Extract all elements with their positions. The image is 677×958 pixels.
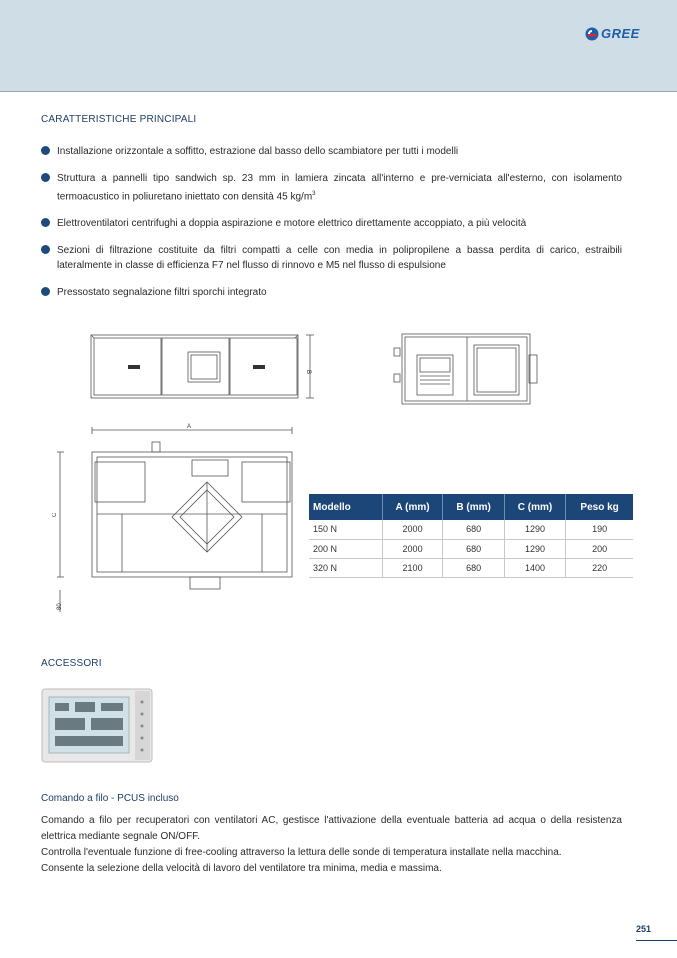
feature-item: Elettroventilatori centrifughi a doppia aspirazione e motore elettrico direttamente accoppiato, a più velocità: [41, 216, 622, 232]
table-row: [309, 558, 633, 577]
description-paragraph: Consente la selezione della velocità di lavoro del ventilatore tra minima, media e massima.: [41, 863, 442, 874]
features-title: CARATTERISTICHE PRINCIPALI: [41, 114, 197, 125]
table-cell: 2100: [382, 558, 443, 577]
table-cell: 680: [443, 539, 504, 558]
page-number: 251: [636, 924, 652, 934]
description-paragraph: Controlla l'eventuale funzione di free-cooling attraverso la lettura delle sonde di temperatura installate nella macchina.: [41, 847, 562, 858]
table-cell: 1290: [504, 539, 565, 558]
accessories-title: ACCESSORI: [41, 658, 102, 669]
header-band: [0, 0, 677, 92]
accessory-subtitle: Comando a filo - PCUS incluso: [41, 793, 179, 804]
bullet-icon: [41, 218, 50, 227]
feature-item: Sezioni di filtrazione costituite da filtri compatti a celle con media in polipropilene a bassa perdita di carico, estraibili lateralmente in classe di efficienza F7 nel flusso di rinnovo e M5 nel flusso di espulsione: [41, 243, 622, 274]
column-header: C (mm): [504, 494, 565, 520]
side-view-drawing: [392, 330, 547, 408]
bullet-icon: [41, 245, 50, 254]
gree-logo-icon: [585, 27, 599, 41]
dimension-b-label: B: [305, 370, 311, 375]
description-paragraph: Comando a filo per recuperatori con ventilatori AC, gestisce l'attivazione della eventuale batteria ad acqua o della resistenza elettrica mediante segnale ON/OFF.: [41, 815, 622, 842]
table-cell: 2000: [382, 520, 443, 539]
column-header: Peso kg: [566, 494, 633, 520]
spec-table: [309, 494, 633, 578]
dimension-a-label: A: [187, 424, 192, 430]
bullet-icon: [41, 173, 50, 182]
features-list: [41, 144, 622, 312]
column-header: A (mm): [382, 494, 443, 520]
table-row: [309, 520, 633, 539]
table-cell: 680: [443, 558, 504, 577]
front-view-drawing: [88, 330, 328, 405]
table-cell: 2000: [382, 539, 443, 558]
table-cell: 1400: [504, 558, 565, 577]
table-cell: 200: [566, 539, 633, 558]
table-cell: 680: [443, 520, 504, 539]
dimension-c-label: C: [52, 512, 58, 517]
column-header: B (mm): [443, 494, 504, 520]
brand-name: GREE: [601, 26, 640, 41]
bullet-icon: [41, 146, 50, 155]
feature-item: Pressostato segnalazione filtri sporchi integrato: [41, 285, 622, 301]
table-row: [309, 539, 633, 558]
page-number-rule: [636, 940, 677, 941]
wired-controller-image: [41, 688, 153, 763]
table-cell: 320 N: [309, 558, 382, 577]
feature-item: Installazione orizzontale a soffitto, estrazione dal basso dello scambiatore per tutti i modelli: [41, 144, 622, 160]
table-cell: 150 N: [309, 520, 382, 539]
table-header-row: [309, 494, 633, 520]
table-cell: 200 N: [309, 539, 382, 558]
feature-item: Struttura a pannelli tipo sandwich sp. 23 mm in lamiera zincata all'interno e pre-verniciata all'esterno, con isolamento termoacustico in poliuretano iniettato con densità 45 $kg/m^3$: [41, 171, 622, 204]
table-cell: 220: [566, 558, 633, 577]
brand-logo: [585, 26, 640, 41]
plan-view-drawing: [52, 422, 302, 617]
dimension-80-label: 80: [57, 603, 63, 610]
table-cell: 1290: [504, 520, 565, 539]
table-cell: 190: [566, 520, 633, 539]
bullet-icon: [41, 287, 50, 296]
column-header: Modello: [309, 494, 382, 520]
accessory-description: [41, 813, 622, 877]
